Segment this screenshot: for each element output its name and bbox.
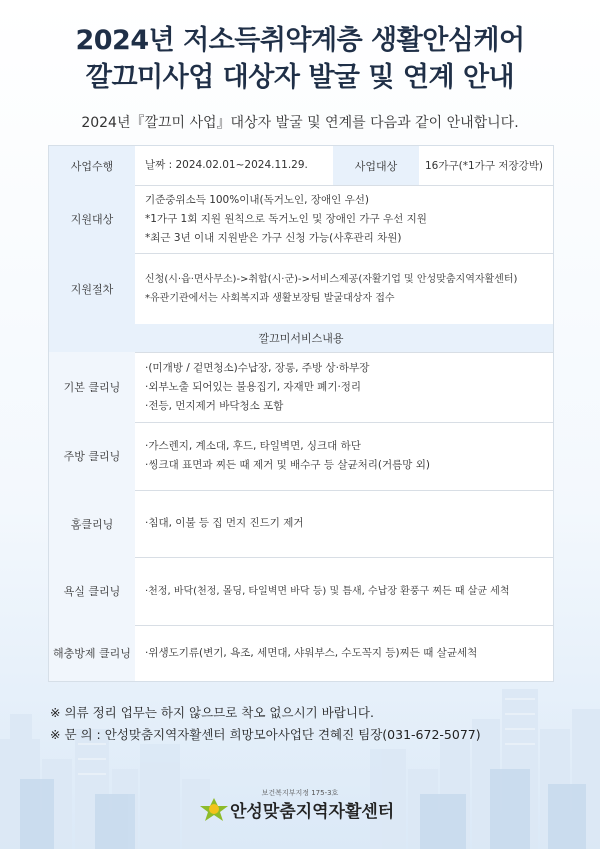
service-value xyxy=(145,352,547,422)
service-value xyxy=(145,422,547,490)
info-table xyxy=(48,145,554,682)
title-line-1: 2024년 저소득취약계층 생활안심케어 xyxy=(75,25,525,56)
target-value: 16가구(*1가구 저장강박) xyxy=(425,160,543,172)
service-label: 해충방제 클리닝 xyxy=(49,625,135,681)
service-row-home xyxy=(49,490,553,558)
support-label: 지원대상 xyxy=(49,185,135,253)
service-line: ·외부노출 되어있는 불용집기, 자재만 폐기·정리 xyxy=(145,380,362,393)
service-row-pest xyxy=(49,625,553,681)
service-line: ·천정, 바닥(천정, 몰딩, 타일벽면 바닥 등) 및 틈새, 수납장 환풍구 찌든 때 살균 세척 xyxy=(145,585,510,597)
note-contact: ※ 문 의 : 안성맞춤지역자활센터 희망모아사업단 견혜진 팀장(031-672-5077) xyxy=(50,727,481,742)
service-label: 홈클리닝 xyxy=(49,490,135,557)
support-row xyxy=(49,185,553,254)
service-line: ·가스렌지, 계소대, 후드, 타일벽면, 싱크대 하단 xyxy=(145,440,361,452)
target-label: 사업대상 xyxy=(333,146,419,185)
service-line: ·전등, 먼지제거 바닥청소 포함 xyxy=(145,399,284,412)
service-value xyxy=(145,557,547,625)
title-line-2: 깔끄미사업 대상자 발굴 및 연계 안내 xyxy=(85,62,515,93)
service-label: 기본 클리닝 xyxy=(49,352,135,422)
service-row-basic xyxy=(49,352,553,423)
service-value xyxy=(145,490,547,557)
footer-org-name: 안성맞춤지역자활센터 xyxy=(230,802,395,822)
procedure-line: 신청(시·읍·면사무소)->취합(시·군)->서비스제공(자활기업 및 안성맞춤지역자활센터) xyxy=(145,273,518,285)
period-label: 사업수행 xyxy=(49,146,135,185)
service-line: ·씽크대 표면과 찌든 때 제거 및 배수구 등 살균처리(거름망 외) xyxy=(145,459,431,471)
notes xyxy=(50,702,481,746)
procedure-label: 지원절차 xyxy=(49,253,135,324)
center-logo-icon xyxy=(198,796,230,822)
procedure-value xyxy=(145,253,547,324)
procedure-row xyxy=(49,253,553,325)
footer-designation: 보건복지부지정 175-3호 xyxy=(261,789,339,797)
note-clothing: ※ 의류 정리 업무는 하지 않으므로 착오 없으시기 바랍니다. xyxy=(50,705,374,720)
page-title xyxy=(0,22,600,96)
support-line: 기준중위소득 100%이내(독거노인, 장애인 우선) xyxy=(145,193,369,206)
service-line: ·위생도기류(변기, 욕조, 세면대, 샤워부스, 수도꼭지 등)찌든 때 살균세척 xyxy=(145,646,478,659)
support-line: *1가구 1회 지원 원칙으로 독거노인 및 장애인 가구 우선 지원 xyxy=(145,212,427,225)
service-label: 주방 클리닝 xyxy=(49,422,135,490)
service-line: ·침대, 이불 등 집 먼지 진드기 제거 xyxy=(145,517,304,529)
service-row-kitchen xyxy=(49,422,553,491)
service-section-header: 깔끄미서비스내용 xyxy=(49,324,553,353)
procedure-line: *유관기관에서는 사회복지과 생활보장팀 발굴대상자 접수 xyxy=(145,292,395,304)
page-subtitle: 2024년『깔끄미 사업』대상자 발굴 및 연계를 다음과 같이 안내합니다. xyxy=(81,115,519,131)
period-value-text: 날짜 : 2024.02.01~2024.11.29. xyxy=(145,159,308,171)
service-value xyxy=(145,625,547,681)
service-row-bathroom xyxy=(49,557,553,626)
support-value xyxy=(145,185,547,253)
service-line: ·(미개방 / 겉면청소)수납장, 장롱, 주방 상·하부장 xyxy=(145,361,370,374)
period-row xyxy=(49,146,553,186)
support-line: *최근 3년 이내 지원받은 가구 신청 가능(사후관리 차원) xyxy=(145,231,402,244)
service-label: 욕실 클리닝 xyxy=(49,557,135,625)
